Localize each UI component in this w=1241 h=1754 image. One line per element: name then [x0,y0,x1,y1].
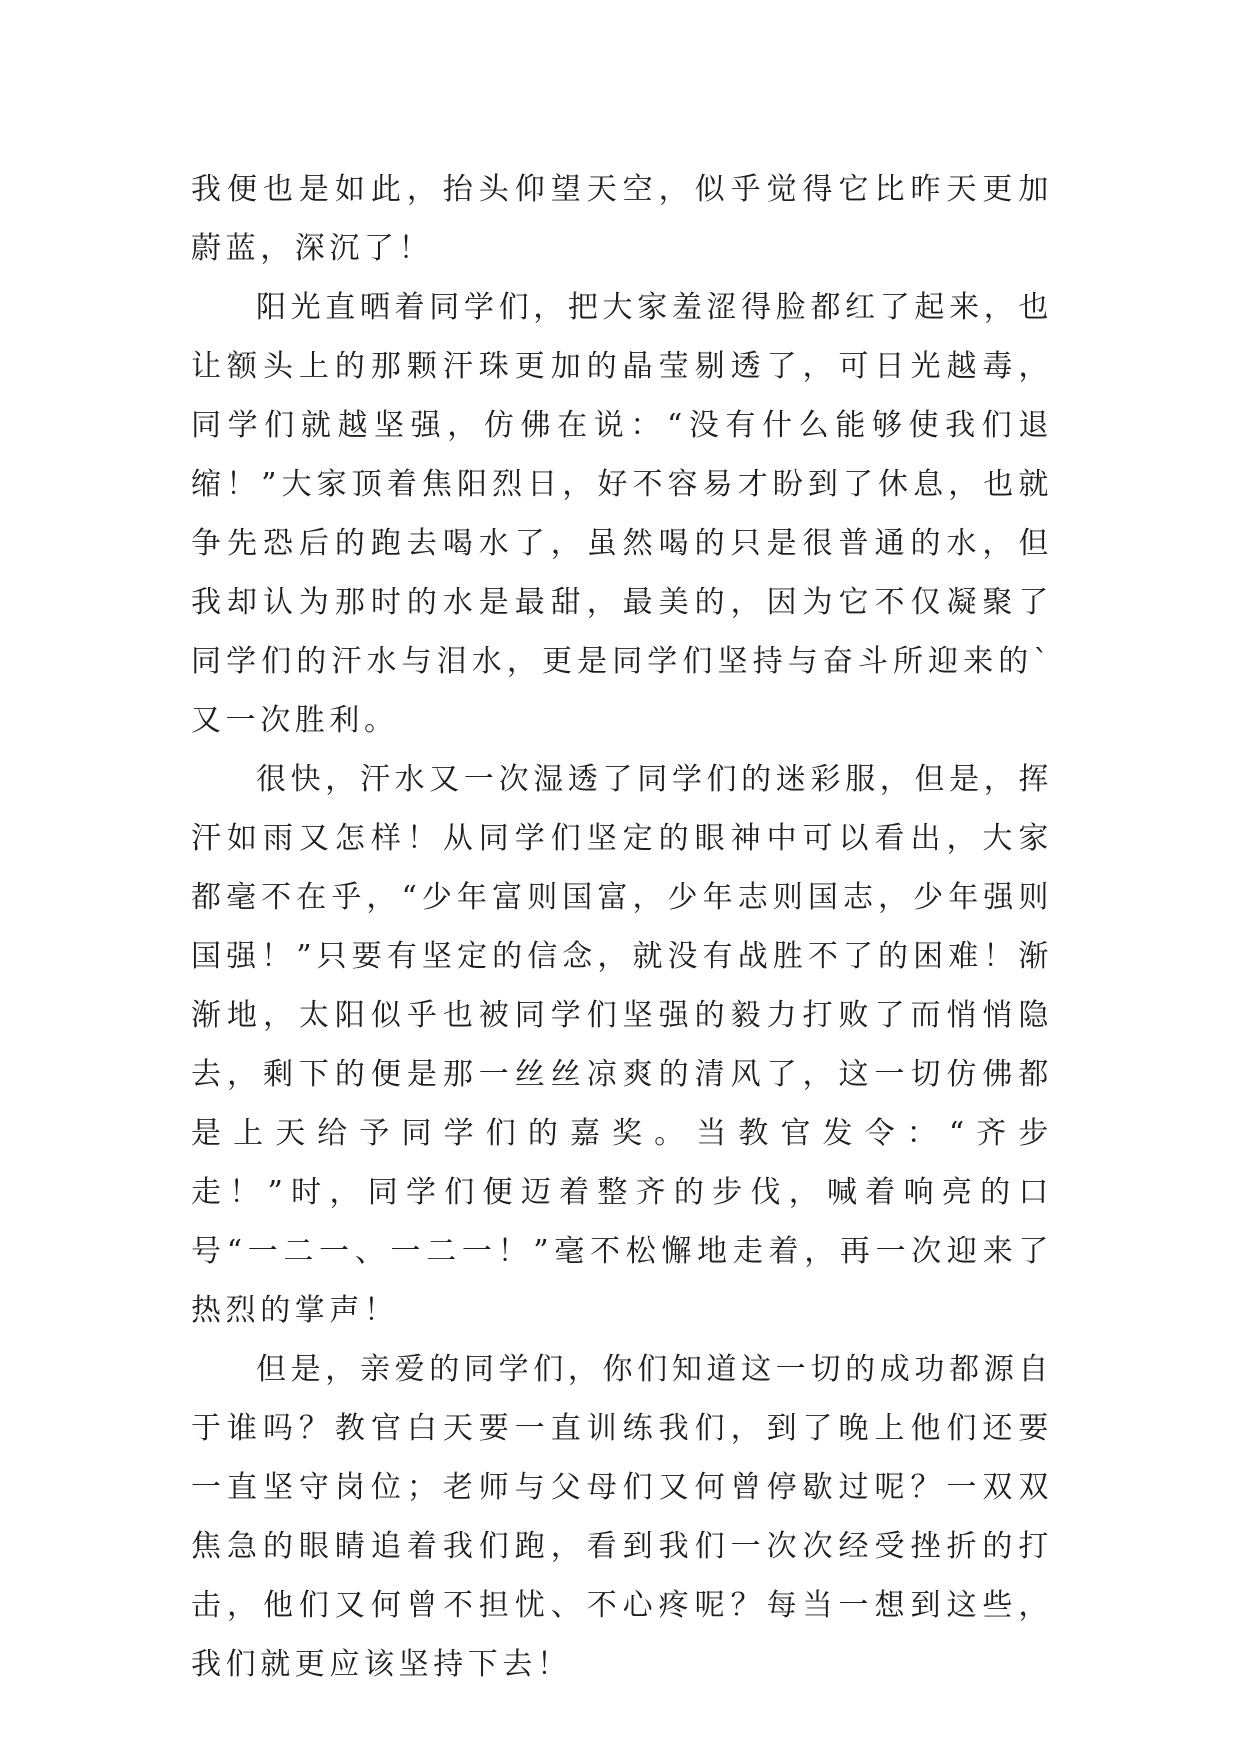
paragraph-sweat: 很快，汗水又一次湿透了同学们的迷彩服，但是，挥汗如雨又怎样！从同学们坚定的眼神中可以看出，大家都毫不在乎，“少年富则国富，少年志则国志，少年强则国强！”只要有坚定的信念，就没有战胜不了的困难！渐渐地，太阳似乎也被同学们坚强的毅力打败了而悄悄隐去，剩下的便是那一丝丝凉爽的清风了，这一切仿佛都是上天给予同学们的嘉奖。当教官发令：“齐步走！”时，同学们便迈着整齐的步伐，喊着响亮的口号“一二一、一二一！”毫不松懈地走着，再一次迎来了热烈的掌声！ [191,762,1053,1328]
paragraph-gratitude: 但是，亲爱的同学们，你们知道这一切的成功都源自于谁吗？教官白天要一直训练我们，到了晚上他们还要一直坚守岗位；老师与父母们又何曾停歇过呢？一双双焦急的眼睛追着我们跑，看到我们一次次经受挫折的打击，他们又何曾不担忧、不心疼呢？每当一想到这些，我们就更应该坚持下去！ [191,1352,1053,1682]
paragraph-sunlight: 阳光直晒着同学们，把大家羞涩得脸都红了起来，也让额头上的那颗汗珠更加的晶莹剔透了，可日光越毒，同学们就越坚强，仿佛在说：“没有什么能够使我们退缩！”大家顶着焦阳烈日，好不容易才盼到了休息，也就争先恐后的跑去喝水了，虽然喝的只是很普通的水，但我却认为那时的水是最甜，最美的，因为它不仅凝聚了同学们的汗水与泪水，更是同学们坚持与奋斗所迎来的`又一次胜利。 [191,290,1053,738]
document-body [191,160,1053,1694]
paragraph-continuation: 我便也是如此，抬头仰望天空，似乎觉得它比昨天更加蔚蓝，深沉了！ [191,172,1053,266]
